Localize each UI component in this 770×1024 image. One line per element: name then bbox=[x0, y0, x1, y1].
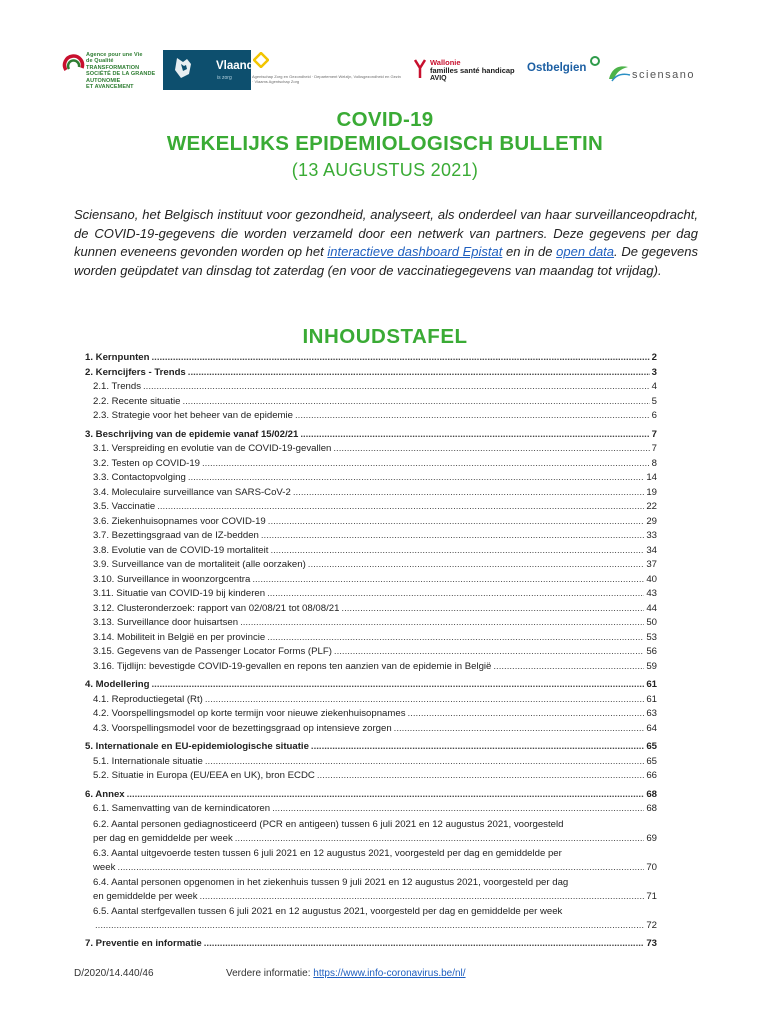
toc-entry-label: 3.14. Mobiliteit in België en per provincie bbox=[93, 631, 266, 643]
toc-leader-dots bbox=[205, 756, 644, 767]
toc-page-number: 37 bbox=[646, 559, 657, 570]
toc-subsection[interactable] bbox=[85, 617, 657, 632]
toc-page-number: 8 bbox=[651, 457, 657, 469]
toc-page-number: 34 bbox=[646, 544, 657, 556]
sciensano-logo bbox=[606, 61, 696, 85]
ostbelgien-label: Ostbelgien bbox=[527, 62, 587, 74]
toc-leader-dots bbox=[152, 352, 650, 363]
toc-entry-label: 3.4. Moleculaire surveillance van SARS-CoV-2 bbox=[93, 486, 291, 498]
toc-entry-label: 3.1. Verspreiding en evolutie van de COVID-19-gevallen bbox=[93, 443, 332, 454]
toc-page-number: 6 bbox=[651, 410, 657, 421]
toc-page-number: 19 bbox=[646, 486, 657, 498]
toc-entry-label: 6.2. Aantal personen gediagnosticeerd (PCR en antigeen) tussen 6 juli 2021 en 12 augustus 2021, voorgesteld bbox=[93, 818, 564, 830]
toc-page-number: 56 bbox=[646, 646, 657, 657]
toc-leader-dots bbox=[268, 516, 645, 527]
toc-entry-label: 2.1. Trends bbox=[93, 381, 141, 392]
toc-leader-dots bbox=[202, 458, 650, 469]
more-info-label: Verdere informatie: bbox=[226, 968, 314, 979]
toc-entry-label: 3.11. Situatie van COVID-19 bij kinderen bbox=[93, 588, 266, 599]
toc-page-number: 7 bbox=[651, 428, 657, 440]
toc-page-number: 50 bbox=[646, 617, 657, 628]
toc-subsection[interactable] bbox=[85, 516, 657, 531]
toc-page-number: 3 bbox=[651, 366, 657, 378]
toc-page-number: 61 bbox=[646, 679, 657, 690]
toc-subsection[interactable] bbox=[85, 545, 657, 560]
toc-subsection[interactable] bbox=[85, 530, 657, 545]
toc-entry-label-cont: week bbox=[93, 862, 116, 873]
toc-heading: INHOUDSTAFEL bbox=[302, 325, 468, 348]
toc-subsection[interactable] bbox=[85, 661, 657, 676]
document-title bbox=[0, 108, 770, 182]
toc-leader-dots bbox=[308, 559, 645, 570]
toc-page-number: 53 bbox=[646, 631, 657, 643]
toc-entry-continuation bbox=[93, 919, 657, 934]
toc-subsection[interactable] bbox=[85, 876, 657, 905]
toc-page-number: 40 bbox=[646, 573, 657, 585]
toc-leader-dots bbox=[127, 789, 645, 800]
toc-subsection[interactable] bbox=[85, 588, 657, 603]
toc-page-number: 66 bbox=[646, 770, 657, 781]
toc-leader-dots bbox=[311, 741, 644, 752]
toc-leader-dots bbox=[300, 429, 649, 440]
familles-label: familles santé handicap bbox=[430, 66, 515, 75]
toc-section[interactable] bbox=[85, 741, 657, 756]
toc-entry-label: 3.6. Ziekenhuisopnames voor COVID-19 bbox=[93, 515, 266, 527]
sciensano-label: sciensano bbox=[632, 69, 696, 81]
toc-leader-dots bbox=[235, 832, 645, 847]
toc-page-number: 29 bbox=[646, 515, 657, 527]
vlaanderen-fine-print: Agentschap Zorg en Gezondheid · Departement Welzijn, Volksgezondheid en Gezin · Vlaams Agentschap Zorg bbox=[252, 74, 401, 84]
avsf-logo-line: SOCIÉTÉ DE LA GRANDE AUTONOMIE bbox=[86, 71, 156, 84]
toc-page-number: 7 bbox=[651, 443, 657, 454]
toc-entry-label: 6. Annex bbox=[85, 788, 125, 800]
toc-subsection[interactable] bbox=[85, 708, 657, 723]
toc-entry-label: 3.15. Gegevens van de Passenger Locator Forms (PLF) bbox=[93, 646, 332, 657]
toc-subsection[interactable] bbox=[85, 756, 657, 771]
title-covid: COVID-19 bbox=[336, 108, 434, 131]
toc-leader-dots bbox=[394, 723, 645, 734]
toc-leader-dots bbox=[95, 919, 644, 934]
toc-subsection[interactable] bbox=[85, 803, 657, 818]
toc-entry-label: 4.3. Voorspellingsmodel voor de bezettingsgraad op intensieve zorgen bbox=[93, 722, 392, 734]
toc-page-number: 5 bbox=[651, 395, 657, 407]
toc-page-number: 71 bbox=[646, 891, 657, 902]
avsf-logo-line: Agence pour une Vie bbox=[86, 52, 143, 58]
toc-entry-label: 6.4. Aantal personen opgenomen in het ziekenhuis tussen 9 juli 2021 en 12 augustus 2021, voorgesteld per dag bbox=[93, 876, 569, 888]
toc-subsection[interactable] bbox=[85, 847, 657, 876]
toc-section[interactable] bbox=[85, 429, 657, 444]
avsf-logo-line: de Qualité bbox=[86, 58, 114, 65]
toc-leader-dots bbox=[157, 501, 644, 512]
toc-entry-label: 5. Internationale en EU-epidemiologische situatie bbox=[85, 741, 309, 752]
toc-leader-dots bbox=[333, 443, 649, 454]
toc-subsection[interactable] bbox=[85, 632, 657, 647]
vlaanderen-sub: is zorg bbox=[217, 75, 232, 81]
toc-leader-dots bbox=[252, 574, 644, 585]
toc-leader-dots bbox=[200, 890, 645, 905]
toc-leader-dots bbox=[204, 938, 645, 949]
toc-subsection[interactable] bbox=[85, 458, 657, 473]
toc-subsection[interactable] bbox=[85, 381, 657, 396]
epistat-dashboard-link[interactable]: interactieve dashboard Epistat bbox=[327, 244, 503, 260]
toc-entry-label: 5.1. Internationale situatie bbox=[93, 755, 203, 767]
toc-entry-label: 3.3. Contactopvolging bbox=[93, 472, 186, 483]
toc-leader-dots bbox=[261, 530, 644, 541]
toc-subsection[interactable] bbox=[85, 905, 657, 934]
zorg-ring-icon bbox=[253, 52, 269, 68]
toc-entry-label: 1. Kernpunten bbox=[85, 352, 150, 363]
avsf-logo-text bbox=[86, 52, 162, 90]
toc-entry-label: 3.8. Evolutie van de COVID-19 mortaliteit bbox=[93, 544, 269, 556]
toc-page-number: 65 bbox=[646, 755, 657, 767]
toc-entry-label: 6.1. Samenvatting van de kernindicatoren bbox=[93, 803, 271, 814]
avsf-logo-line: TRANSFORMATION bbox=[86, 64, 140, 71]
toc-subsection[interactable] bbox=[85, 818, 657, 847]
toc-entry-label: 3.2. Testen op COVID-19 bbox=[93, 457, 201, 469]
toc-entry-label: 6.3. Aantal uitgevoerde testen tussen 6 juli 2021 en 12 augustus 2021, voorgesteld per dag en gemiddelde per bbox=[93, 847, 562, 859]
ostbelgien-logo bbox=[527, 58, 602, 78]
toc-leader-dots bbox=[293, 487, 644, 498]
toc-page-number: 59 bbox=[646, 660, 657, 672]
toc-leader-dots bbox=[205, 694, 644, 705]
info-coronavirus-link[interactable]: https://www.info-coronavirus.be/nl/ bbox=[313, 968, 466, 979]
toc-entry-label: 3.7. Bezettingsgraad van de IZ-bedden bbox=[93, 530, 259, 541]
toc-entry-label: 4.2. Voorspellingsmodel op korte termijn voor nieuwe ziekenhuisopnames bbox=[93, 708, 406, 719]
toc-subsection[interactable] bbox=[85, 574, 657, 589]
vlaanderen-name: Vlaanderen bbox=[216, 60, 278, 72]
toc-entry-label: 3.10. Surveillance in woonzorgcentra bbox=[93, 573, 251, 585]
toc-subsection[interactable] bbox=[85, 472, 657, 487]
toc-entry-label: 6.5. Aantal sterfgevallen tussen 6 juli 2021 en 12 augustus 2021, voorgesteld per dag en gemiddelde per week bbox=[93, 905, 563, 917]
toc-page-number: 43 bbox=[646, 588, 657, 599]
intro-text-2: en in de bbox=[502, 244, 557, 260]
toc-leader-dots bbox=[334, 646, 644, 657]
toc-page-number: 61 bbox=[646, 693, 657, 705]
avsf-logo bbox=[62, 52, 162, 90]
toc-subsection[interactable] bbox=[85, 410, 657, 425]
toc-entry-label-cont: en gemiddelde per week bbox=[93, 891, 198, 902]
avsf-logo-line: ET AVANCEMENT bbox=[86, 84, 134, 91]
toc-entry-label: 5.2. Situatie in Europa (EU/EEA en UK), bron ECDC bbox=[93, 770, 315, 781]
toc-section[interactable] bbox=[85, 352, 657, 367]
toc-entry-label: 4. Modellering bbox=[85, 679, 150, 690]
toc-subsection[interactable] bbox=[85, 396, 657, 411]
toc-subsection[interactable] bbox=[85, 646, 657, 661]
toc-entry-label-cont: per dag en gemiddelde per week bbox=[93, 833, 233, 844]
toc-leader-dots bbox=[188, 367, 650, 378]
toc-entry-continuation bbox=[93, 861, 657, 876]
toc-page-number: 70 bbox=[646, 862, 657, 873]
toc-entry-label: 2. Kerncijfers - Trends bbox=[85, 366, 186, 378]
vlaanderen-logo bbox=[163, 50, 278, 90]
toc-page-number: 65 bbox=[646, 741, 657, 752]
toc-page-number: 63 bbox=[646, 708, 657, 719]
toc-leader-dots bbox=[152, 679, 645, 690]
wallonie-label: Wallonie bbox=[430, 58, 461, 67]
toc-page-number: 68 bbox=[646, 803, 657, 814]
intro-paragraph bbox=[74, 206, 698, 280]
toc-section[interactable] bbox=[85, 938, 657, 953]
intro-text-1: Sciensano, het Belgisch instituut voor gezondheid, analyseert, als onderdeel van haar surveillanceopdracht, de COVID-19-gegevens die worden verzameld door een netwerk van partners. Deze gegevens per dag kunnen eveneens gevonden worden op het bbox=[74, 207, 698, 260]
toc-section[interactable] bbox=[85, 789, 657, 804]
toc-leader-dots bbox=[267, 632, 644, 643]
toc-page-number: 33 bbox=[646, 530, 657, 541]
title-date: (13 AUGUSTUS 2021) bbox=[291, 160, 479, 180]
toc-leader-dots bbox=[267, 588, 644, 599]
document-code: D/2020/14.440/46 bbox=[74, 968, 154, 979]
toc-entry-label: 3.16. Tijdlijn: bevestigde COVID-19-gevallen en repons ten aanzien van de epidemie in België bbox=[93, 660, 492, 672]
toc-entry-continuation bbox=[93, 890, 657, 905]
toc-leader-dots bbox=[272, 803, 644, 814]
toc-leader-dots bbox=[240, 617, 644, 628]
toc-entry-continuation bbox=[93, 832, 657, 847]
toc-subsection[interactable] bbox=[85, 559, 657, 574]
toc-page-number: 4 bbox=[651, 381, 657, 392]
toc-leader-dots bbox=[143, 381, 650, 392]
intro-text-3: . De gegevens worden geüpdatet van dinsdag tot zaterdag (en voor de vaccinatiegegevens van maandag tot vrijdag). bbox=[74, 244, 698, 278]
toc-page-number: 22 bbox=[646, 501, 657, 512]
toc-page-number: 44 bbox=[646, 602, 657, 614]
toc-leader-dots bbox=[270, 545, 644, 556]
toc-subsection[interactable] bbox=[85, 603, 657, 618]
toc-leader-dots bbox=[317, 770, 645, 781]
toc-page-number: 14 bbox=[646, 472, 657, 483]
toc-entry-label: 2.2. Recente situatie bbox=[93, 395, 181, 407]
toc-leader-dots bbox=[408, 708, 645, 719]
toc-subsection[interactable] bbox=[85, 694, 657, 709]
logo-strip bbox=[0, 48, 770, 96]
toc-page-number: 73 bbox=[646, 937, 657, 949]
table-of-contents bbox=[85, 352, 657, 952]
toc-leader-dots bbox=[493, 661, 644, 672]
toc-subsection[interactable] bbox=[85, 770, 657, 785]
aviq-label: AVIQ bbox=[430, 75, 447, 82]
toc-entry-label: 4.1. Reproductiegetal (Rt) bbox=[93, 693, 203, 705]
aviq-logo bbox=[413, 58, 523, 88]
open-data-link[interactable]: open data bbox=[556, 244, 615, 260]
toc-subsection[interactable] bbox=[85, 443, 657, 458]
toc-entry-label: 3.12. Clusteronderzoek: rapport van 02/08/21 tot 08/08/21 bbox=[93, 602, 340, 614]
more-info bbox=[226, 968, 466, 979]
toc-section[interactable] bbox=[85, 679, 657, 694]
toc-entry-label: 3. Beschrijving van de epidemie vanaf 15/02/21 bbox=[85, 428, 299, 440]
toc-entry-label: 7. Preventie en informatie bbox=[85, 937, 202, 949]
toc-entry-label: 2.3. Strategie voor het beheer van de epidemie bbox=[93, 410, 294, 421]
toc-page-number: 69 bbox=[646, 833, 657, 844]
toc-leader-dots bbox=[117, 861, 644, 876]
toc-leader-dots bbox=[182, 396, 649, 407]
toc-entry-label: 3.5. Vaccinatie bbox=[93, 501, 156, 512]
toc-entry-label: 3.13. Surveillance door huisartsen bbox=[93, 617, 239, 628]
toc-section[interactable] bbox=[85, 367, 657, 382]
toc-page-number: 2 bbox=[651, 352, 657, 363]
toc-leader-dots bbox=[295, 410, 650, 421]
toc-leader-dots bbox=[341, 603, 644, 614]
toc-page-number: 68 bbox=[646, 788, 657, 800]
toc-leader-dots bbox=[188, 472, 645, 483]
toc-entry-label: 3.9. Surveillance van de mortaliteit (alle oorzaken) bbox=[93, 559, 306, 570]
toc-subsection[interactable] bbox=[85, 501, 657, 516]
toc-subsection[interactable] bbox=[85, 723, 657, 738]
toc-page-number: 64 bbox=[646, 722, 657, 734]
title-bulletin: WEKELIJKS EPIDEMIOLOGISCH BULLETIN bbox=[166, 132, 604, 155]
toc-page-number: 72 bbox=[646, 920, 657, 931]
toc-subsection[interactable] bbox=[85, 487, 657, 502]
